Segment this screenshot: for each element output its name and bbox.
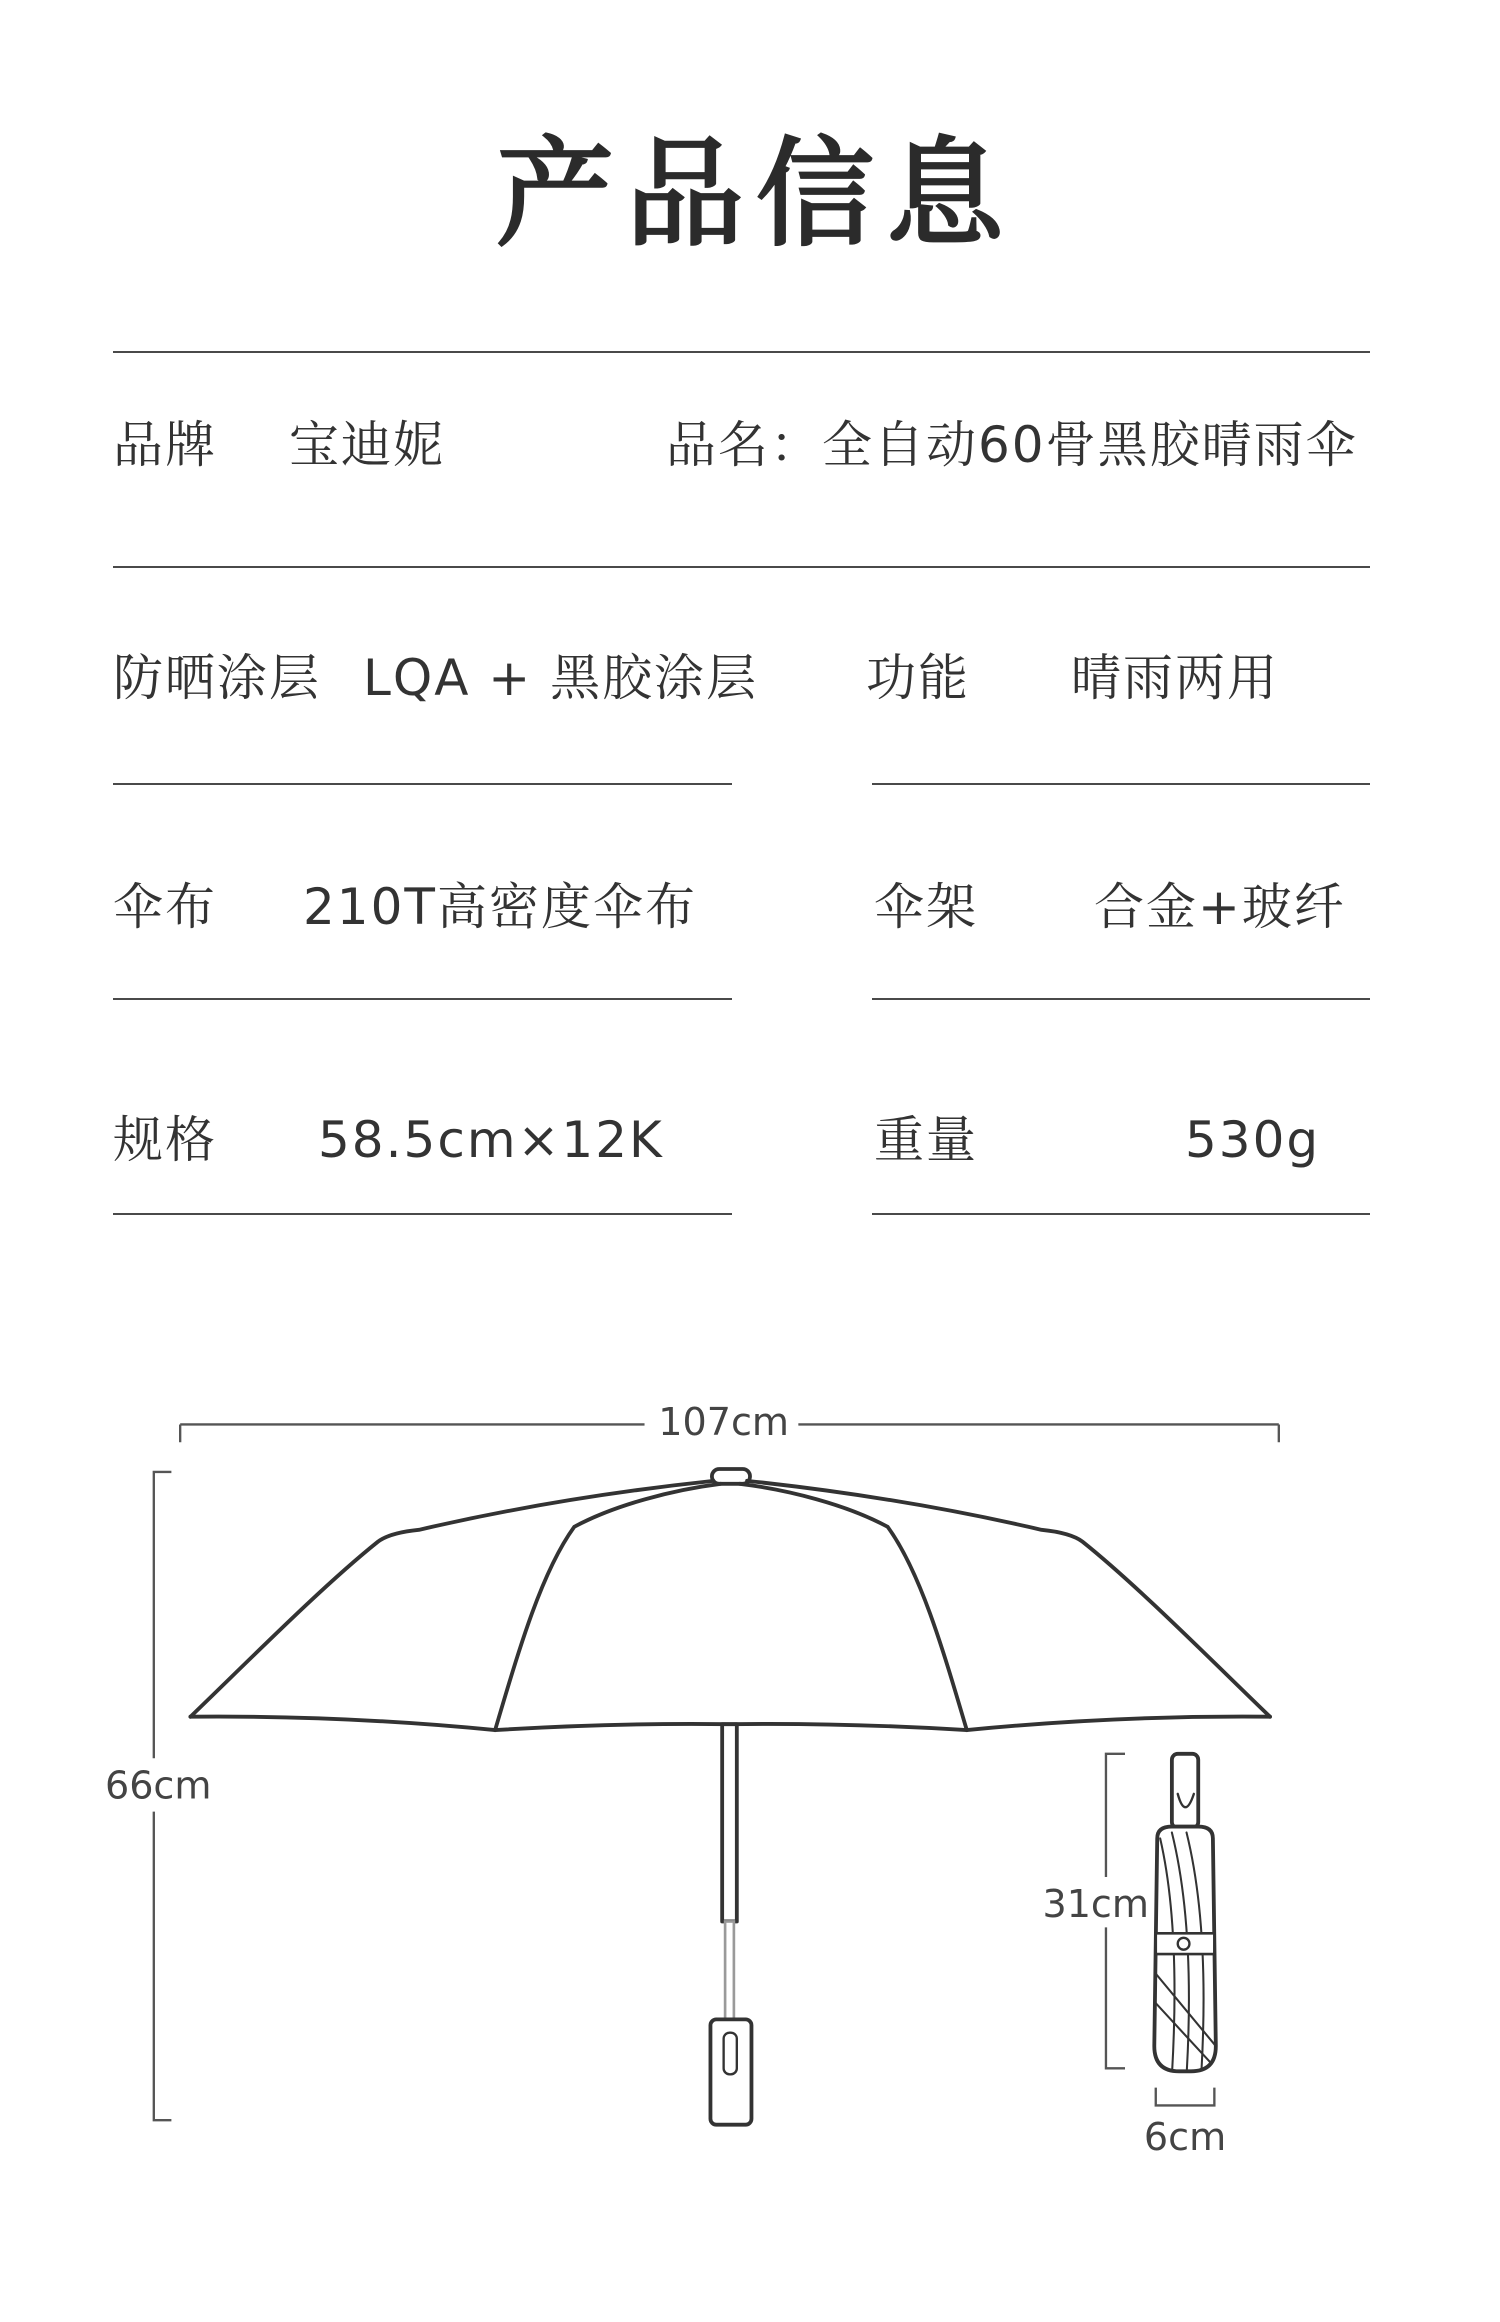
function-value: 晴雨两用 (1071, 649, 1279, 707)
divider-row-3-right (872, 998, 1370, 1000)
divider-row-2-right (872, 783, 1370, 785)
brand-value: 宝迪妮 (289, 416, 445, 474)
open-width-dimension (180, 1400, 1279, 1445)
weight-label: 重量 (874, 1111, 978, 1169)
size-label: 规格 (113, 1111, 217, 1169)
weight-value: 530g (1185, 1111, 1321, 1169)
divider-row-2-left (113, 783, 732, 785)
umbrella-handle (710, 2019, 751, 2124)
product-name-value: 全自动60骨黑胶晴雨伞 (822, 416, 1358, 474)
folded-width-line (1156, 2088, 1215, 2106)
umbrella-shaft-lower (725, 1921, 734, 2020)
product-name-label: 品名： (666, 416, 822, 474)
open-width-line-left (180, 1424, 644, 1442)
divider-top (113, 351, 1370, 353)
fabric-value: 210T高密度伞布 (303, 878, 697, 936)
umbrella-inner-rib-left (495, 1484, 721, 1730)
brand-label: 品牌 (113, 416, 217, 474)
umbrella-dimension-diagram (0, 1334, 1500, 2322)
divider-row-3-left (113, 998, 732, 1000)
folded-length-label: 31cm (1042, 1881, 1149, 1928)
folded-closure-strap (1156, 1933, 1215, 1954)
divider-row-4-left (113, 1213, 732, 1215)
open-umbrella-illustration (190, 1469, 1270, 2125)
fabric-label: 伞布 (113, 878, 217, 936)
open-height-label: 66cm (104, 1763, 212, 1809)
umbrella-outer-rib-right (747, 1481, 1270, 1717)
product-name (666, 416, 1358, 474)
open-height-dimension (105, 1472, 211, 2120)
folded-width-label: 6cm (1143, 2114, 1227, 2160)
coating-value: LQA + 黑胶涂层 (363, 649, 759, 707)
folded-width-dimension (1144, 2088, 1226, 2160)
frame-value: 合金+玻纤 (1094, 878, 1346, 936)
umbrella-outer-rib-left (190, 1481, 713, 1717)
folded-length-dimension (1042, 1754, 1148, 2068)
open-width-label: 107cm (658, 1399, 789, 1445)
page-title: 产品信息 (495, 125, 1016, 263)
open-width-line-right (798, 1424, 1278, 1442)
function-label: 功能 (866, 649, 970, 707)
umbrella-shaft-upper (722, 1724, 737, 1921)
frame-label: 伞架 (874, 878, 978, 936)
coating-label: 防晒涂层 (113, 649, 321, 707)
divider-row-1 (113, 566, 1370, 568)
folded-umbrella-illustration (1154, 1754, 1216, 2076)
umbrella-inner-rib-right (740, 1484, 967, 1730)
size-value: 58.5cm×12K (318, 1111, 664, 1169)
umbrella-top-knob (712, 1469, 750, 1484)
divider-row-4-right (872, 1213, 1370, 1215)
folded-handle (1172, 1754, 1198, 1828)
